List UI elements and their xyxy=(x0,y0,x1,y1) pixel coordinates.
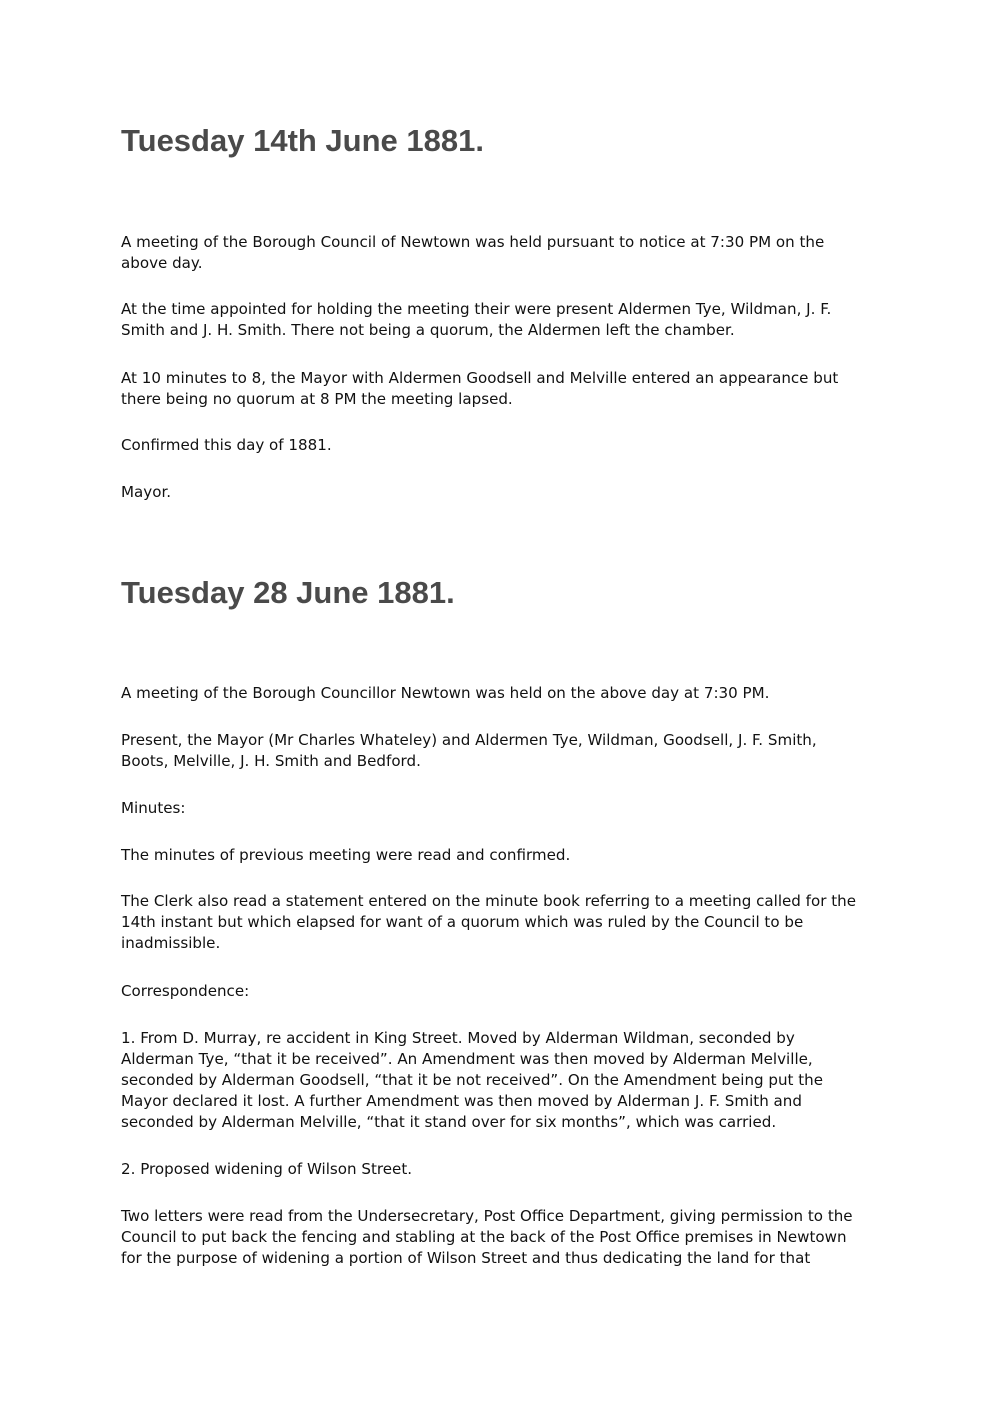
paragraph-confirmed: Confirmed this day of 1881. xyxy=(121,436,332,454)
paragraph-meeting-notice: A meeting of the Borough Council of Newtown was held pursuant to notice at 7:30 PM on the above day. xyxy=(121,233,825,272)
section-heading-28-june: Tuesday 28 June 1881. xyxy=(121,575,455,610)
paragraph-minutes-label: Minutes: xyxy=(121,799,186,817)
paragraph-meeting-held: A meeting of the Borough Councillor Newtown was held on the above day at 7:30 PM. xyxy=(121,684,770,702)
paragraph-post-office-letters: Two letters were read from the Undersecretary, Post Office Department, giving permission to the Council to put back the fencing and stabling at the back of the Post Office premises in Newtown for the purpose of widening a portion of Wilson Street and thus dedicating the land for that xyxy=(121,1207,853,1267)
section-heading-14th-june: Tuesday 14th June 1881. xyxy=(121,123,484,158)
paragraph-correspondence-label: Correspondence: xyxy=(121,982,250,1000)
paragraph-minutes-confirmed: The minutes of previous meeting were read and confirmed. xyxy=(121,846,571,864)
paragraph-item-1-murray: 1. From D. Murray, re accident in King Street. Moved by Alderman Wildman, seconded by Alderman Tye, “that it be received”. An Amendment was then moved by Alderman Melville, seconded by Alderman Goodsell, “that it be not received”. On the Amendment being put the Mayor declared it lost. A further Amendment was then moved by Alderman J. F. Smith and seconded by Alderman Melville, “that it stand over for six months”, which was carried. xyxy=(121,1029,824,1131)
paragraph-item-2-wilson-street: 2. Proposed widening of Wilson Street. xyxy=(121,1160,413,1178)
paragraph-meeting-lapsed: At 10 minutes to 8, the Mayor with Aldermen Goodsell and Melville entered an appearance but there being no quorum at 8 PM the meeting lapsed. xyxy=(121,369,839,408)
paragraph-clerk-statement: The Clerk also read a statement entered on the minute book referring to a meeting called for the 14th instant but which elapsed for want of a quorum which was ruled by the Council to be inadmissible. xyxy=(121,892,856,952)
paragraph-aldermen-present: At the time appointed for holding the meeting their were present Aldermen Tye, Wildman, J. F. Smith and J. H. Smith. There not being a quorum, the Aldermen left the chamber. xyxy=(121,300,832,339)
paragraph-mayor-signature: Mayor. xyxy=(121,483,172,501)
paragraph-present-members: Present, the Mayor (Mr Charles Whateley) and Aldermen Tye, Wildman, Goodsell, J. F. Smith, Boots, Melville, J. H. Smith and Bedford. xyxy=(121,731,817,770)
